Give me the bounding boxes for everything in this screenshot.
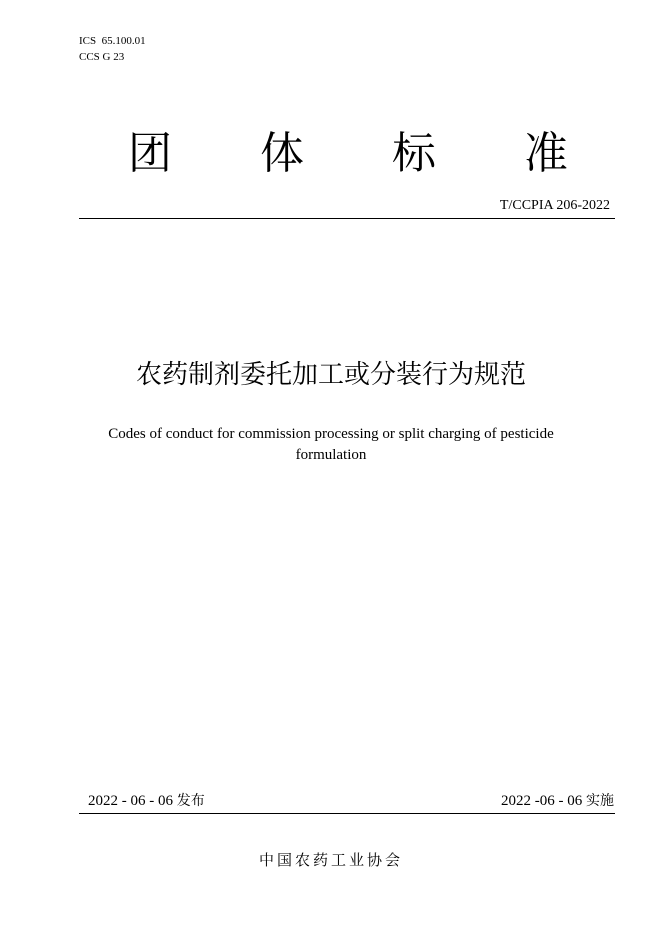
standard-type-char: 团	[128, 128, 172, 179]
ics-code: ICS 65.100.01	[79, 35, 146, 47]
standard-type-char: 体	[260, 128, 304, 179]
issue-date	[88, 791, 205, 811]
standard-type-heading	[128, 128, 568, 180]
standard-type-char: 准	[524, 128, 568, 179]
issue-date-value: 2022 - 06 - 06	[88, 793, 173, 809]
implementation-label: 实施	[586, 793, 614, 809]
bottom-divider	[79, 813, 615, 814]
standard-number: T/CCPIA 206-2022	[499, 198, 610, 213]
top-divider	[79, 218, 615, 219]
issue-label: 发布	[176, 793, 205, 809]
standard-type-char: 标	[392, 128, 436, 179]
ccs-code: CCS G 23	[79, 51, 125, 63]
document-title-chinese: 农药制剂委托加工或分装行为规范	[135, 360, 526, 390]
implementation-date	[501, 791, 614, 811]
document-title-english: Codes of conduct for commission processing or split charging of pesticide formulation	[108, 426, 554, 463]
implementation-date-value: 2022 -06 - 06	[501, 793, 583, 809]
issuing-organization: 中国农药工业协会	[258, 851, 403, 869]
